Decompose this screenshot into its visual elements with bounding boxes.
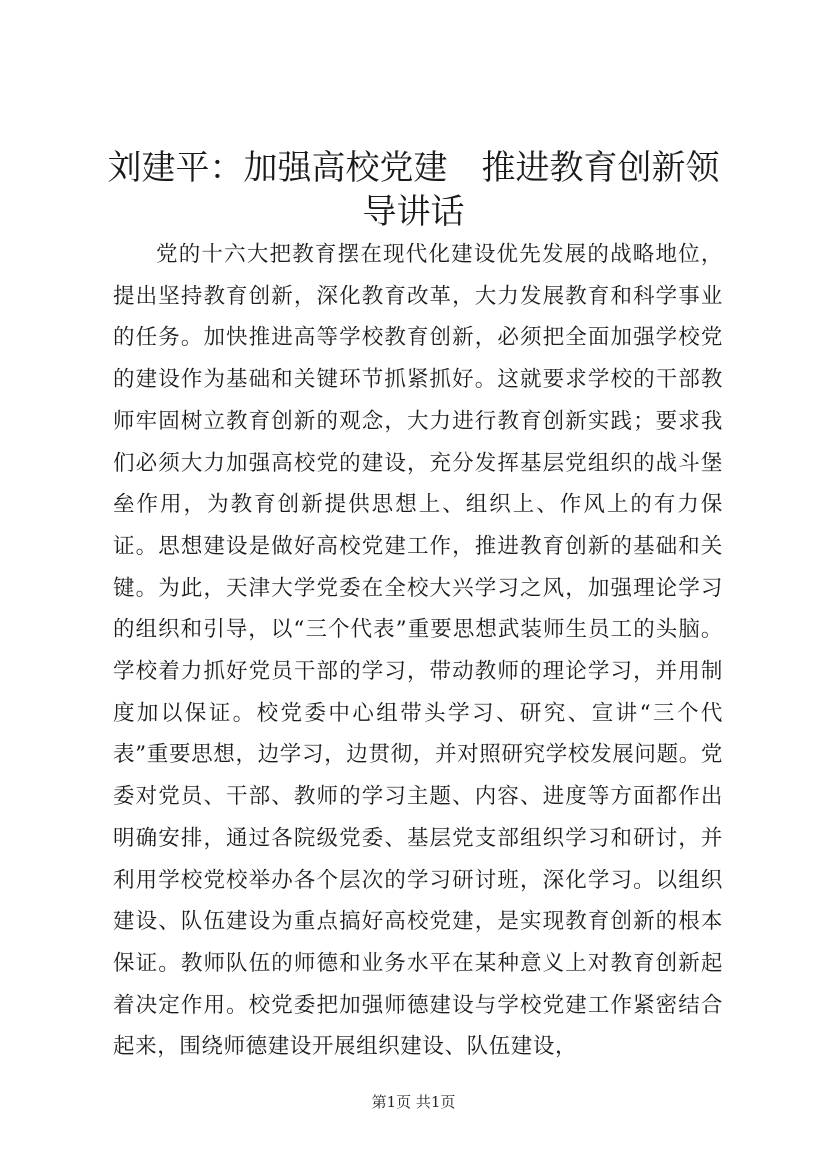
page-footer: 第1页 共1页	[371, 1093, 456, 1111]
body-paragraph: 党的十六大把教育摆在现代化建设优先发展的战略地位，提出坚持教育创新，深化教育改革，大力发展教育和科学事业的任务。加快推进高等学校教育创新，必须把全面加强学校党的建设作为基础和关键环节抓紧抓好。这就要求学校的干部教师牢固树立教育创新的观念，大力进行教育创新实践；要求我们必须大力加强高校党的建设，充分发挥基层党组织的战斗堡垒作用，为教育创新提供思想上、组织上、作风上的有力保证。思想建设是做好高校党建工作，推进教育创新的基础和关键。为此，天津大学党委在全校大兴学习之风，加强理论学习的组织和引导，以“三个代表”重要思想武装师生员工的头脑。学校着力抓好党员干部的学习，带动教师的理论学习，并用制度加以保证。校党委中心组带头学习、研究、宣讲“三个代表”重要思想，边学习，边贯彻，并对照研究学校发展问题。党委对党员、干部、教师的学习主题、内容、进度等方面都作出明确安排，通过各院级党委、基层党支部组织学习和研讨，并利用学校党校举办各个层次的学习研讨班，深化学习。以组织建设、队伍建设为重点搞好高校党建，是实现教育创新的根本保证。教师队伍的师德和业务水平在某种意义上对教育创新起着决定作用。校党委把加强师德建设与学校党建工作紧密结合起来，围绕师德建设开展组织建设、队伍建设，	[113, 242, 723, 1060]
document-title: 刘建平：加强高校党建 推进教育创新领导讲话	[107, 148, 720, 232]
